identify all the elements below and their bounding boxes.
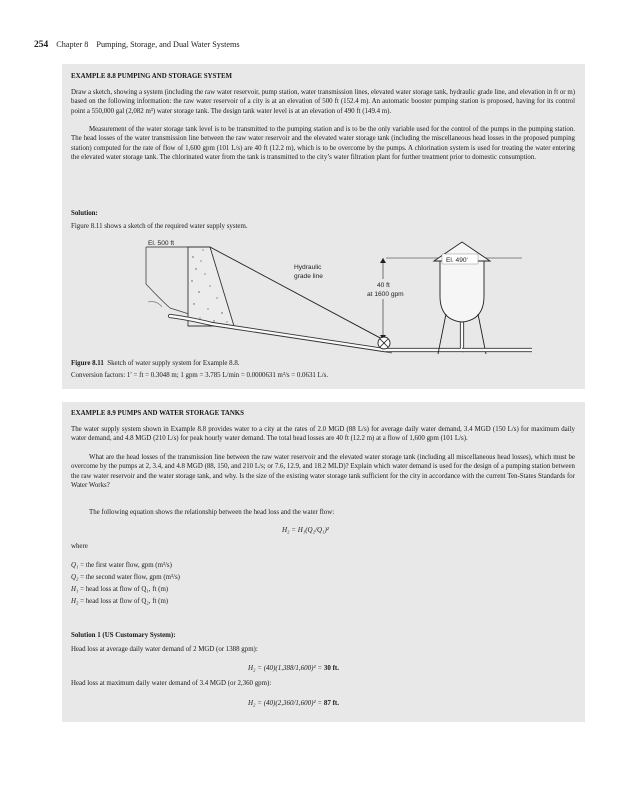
label-hgl-2: grade line — [294, 273, 323, 280]
max-demand-equation-expr: H₂ = (40)(2,360/1,600)² = — [248, 699, 324, 707]
example-8-8-para-2: Measurement of the water storage tank level is to be transmitted to the pumping station and is to be the only variable used for the control of the pumps in the pumping station. The head losses of the water transmission line between the raw water reservoir and the elevated water storage tank (including the miscellaneous head losses in the proposed pumping station) computed for the rate of flow of 1,600 gpm (101 L/s) are 40 ft (12.2 m), which is to be overcome by the pumps. A chlorination system is used for treating the water entering the elevated water storage tank. The chlorinated water from the tank is transmitted to the city’s water filtration plant for further treatment prior to domestic consumption. — [71, 126, 575, 161]
max-demand-equation — [248, 699, 339, 707]
bank-rock — [148, 302, 162, 307]
transmission-pipe — [170, 316, 384, 350]
figure-8-11-sketch — [62, 64, 585, 389]
figure-caption-label: Figure 8.11 — [71, 360, 104, 367]
definition-q1-text: = the first water flow, gpm (m³/s) — [78, 562, 172, 569]
label-head-1600gpm: at 1600 gpm — [367, 291, 404, 298]
chapter-title: Pumping, Storage, and Dual Water Systems — [96, 40, 240, 49]
head-arrow-top — [380, 258, 386, 263]
label-el-490: El. 490' — [446, 257, 468, 264]
avg-demand-equation-expr: H₂ = (40)(1,388/1,600)² = — [248, 664, 324, 672]
page-number: 254 — [34, 40, 49, 50]
example-8-8-para-1: Draw a sketch, showing a system (including the raw water reservoir, pump station, water transmission lines, elevated water storage tank, hydraulic grade line, and elevation in ft or m) based on the following information: the raw water reservoir of a city is at an elevation of 500 ft (152.4 m). An automatic booster pumping station is proposed, having for its control point a 550,000 gal (2,082 m³) water storage tank. The design tank water level is at an elevation of 490 ft (149.4 m). — [71, 89, 575, 115]
example-8-9-para-1: The water supply system shown in Example 8.8 provides water to a city at the rates of 2.0 MGD (88 L/s) for average daily water demand, 3.4 MGD (150 L/s) for maximum daily water demand, and 4.8 MGD (210 L/s) for peak hourly water demand. The total head losses are 40 ft (12.2 m) at a flow of 1,600 gpm (101 L/s). — [71, 426, 575, 443]
figure-caption-text: Sketch of water supply system for Example 8.8. — [107, 360, 240, 367]
definition-h2-symbol: H₂ — [71, 598, 79, 605]
definition-q2 — [71, 574, 180, 581]
definition-h1-text: = head loss at flow of Q₁, ft (m) — [78, 586, 169, 593]
label-head-40ft: 40 ft — [377, 282, 390, 289]
storage-tank-body — [440, 260, 484, 322]
where-label: where — [71, 543, 88, 550]
example-8-9-box — [62, 402, 585, 722]
tank-pipe — [384, 320, 462, 350]
definition-q1 — [71, 562, 172, 569]
solution-label: Solution: — [71, 210, 98, 217]
max-demand-result: 87 ft. — [323, 699, 339, 707]
definition-h1 — [71, 586, 168, 593]
avg-demand-line: Head loss at average daily water demand of 2 MGD (or 1388 gpm): — [71, 646, 258, 653]
definition-q1-symbol: Q₁ — [71, 562, 79, 569]
example-8-9-title: EXAMPLE 8.9 PUMPS AND WATER STORAGE TANKS — [71, 410, 244, 417]
page-header — [34, 40, 240, 50]
label-hgl-1: Hydraulic — [294, 264, 322, 271]
example-8-8-title: EXAMPLE 8.8 PUMPING AND STORAGE SYSTEM — [71, 73, 233, 80]
definition-q2-text: = the second water flow, gpm (m³/s) — [78, 574, 180, 581]
conversion-factors: Conversion factors: 1′ = ft = 0.3048 m; 1 gpm = 3.785 L/min = 0.0000631 m³/s = 0.0631 L/s. — [71, 372, 329, 379]
example-8-9-para-3: The following equation shows the relationship between the head loss and the water flow: — [89, 509, 335, 516]
avg-demand-equation — [248, 664, 339, 672]
figure-caption — [71, 360, 239, 367]
definition-h2 — [71, 598, 168, 605]
solution-1-title: Solution 1 (US Customary System): — [71, 632, 176, 639]
solution-text: Figure 8.11 shows a sketch of the required water supply system. — [71, 223, 248, 230]
max-demand-line: Head loss at maximum daily water demand of 3.4 MGD (or 2,360 gpm): — [71, 680, 272, 687]
definition-h1-symbol: H₁ — [71, 586, 79, 593]
chapter-label: Chapter 8 — [56, 40, 89, 49]
avg-demand-result: 30 ft. — [323, 664, 339, 672]
label-el-500: El. 500 ft — [148, 240, 175, 247]
dam-structure — [188, 247, 234, 326]
definition-h2-text: = head loss at flow of Q₂, ft (m) — [78, 598, 169, 605]
example-8-9-para-2: What are the head losses of the transmission line between the raw water reservoir and the elevated water storage tank (including all miscellaneous head losses), which must be overcome by the pumps at 2, 3.4, and 4.8 MGD (88, 150, and 210 L/s; or 7.6, 12.9, and 18.2 MLD)? Explain which water demand is used for the design of a pumping station between the raw water reservoir and the water storage tank, and why. Is the size of the existing water storage tank sufficient for the city in accordance with the current Ten-States Standards for Water Works? — [71, 454, 575, 489]
tank-pipe-outline — [384, 320, 462, 350]
example-8-8-box — [62, 64, 585, 389]
definition-q2-symbol: Q₂ — [71, 574, 79, 581]
reservoir-bank — [146, 247, 189, 314]
head-loss-equation: H₂ = H₁(Q₂/Q₁)² — [282, 526, 329, 534]
